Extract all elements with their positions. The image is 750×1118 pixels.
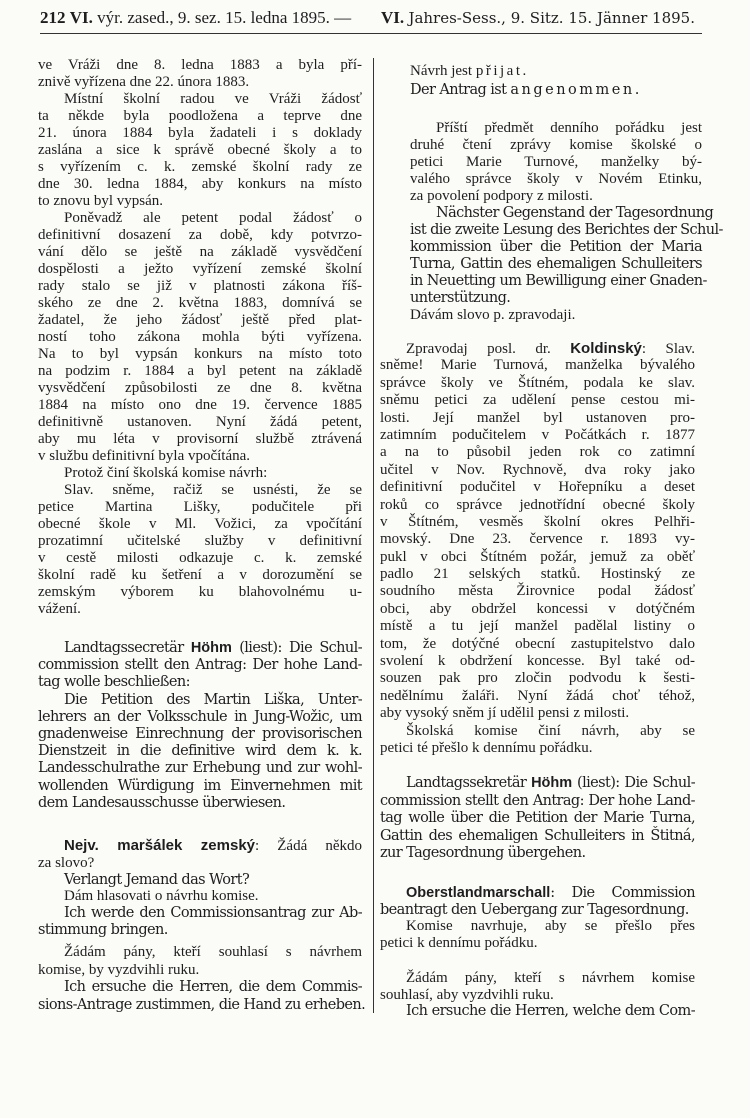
paragraph	[38, 979, 366, 1014]
text-line: žadatel, že jeho žádosť ještě před plat-	[38, 312, 362, 328]
text-line: v Štítném, vesměs školní okres Pelhři-	[380, 513, 695, 530]
text-line: ve Vráži dne 8. ledna 1883 a byla pří-	[38, 57, 362, 73]
text-line: v cestě milosti odkazuje c. k. zemské	[38, 550, 362, 566]
paragraph	[38, 838, 362, 872]
text-segment: Der Antrag ist	[410, 82, 511, 98]
text-line: dem Landesausschusse überwiesen.	[38, 794, 286, 811]
paragraph	[38, 640, 362, 692]
text-line: zemským výborem ku blahovolnému u-	[38, 584, 362, 600]
left-marshal-vote	[38, 838, 362, 939]
speaker-name: Koldinský	[570, 340, 642, 357]
text-line: definitivní dosazení za době, kdy potvrzo-	[38, 227, 362, 243]
text-line: Poněvadž ale petent podal žádosť o	[64, 210, 362, 226]
paragraph	[38, 210, 362, 465]
text-line: commission stellt den Antrag: Der hohe Land-	[380, 792, 695, 809]
text-line: druhé čtení zprávy komise školské o	[410, 137, 702, 153]
speaker-name: Oberstlandmarschall	[406, 885, 551, 901]
text-line: Místní školní radou ve Vráži žádosť	[64, 91, 362, 107]
text-line: tag wolle beschließen:	[38, 674, 190, 691]
paragraph	[380, 723, 695, 758]
text-line: kommission über die Petition der Maria	[410, 239, 702, 255]
right-vote-request	[380, 970, 695, 1020]
paragraph	[38, 482, 362, 618]
text-segment: (liest): Die Schul-	[231, 640, 362, 656]
text-line: vysvědčení způsobilosti ze dne 8. května	[38, 380, 362, 396]
spaced-emphasis: angenommen	[510, 82, 635, 98]
paragraph	[380, 340, 695, 723]
paragraph	[380, 1003, 695, 1020]
text-line: Dienstzeit in die definitive wird dem k. k.	[38, 743, 362, 760]
text-line: svolení k obdržení koncesse. Byl také od-	[380, 653, 695, 670]
text-line: aby mu léta v provisorní službě ztrávená	[38, 431, 362, 447]
running-header	[40, 8, 695, 32]
paragraph	[380, 970, 695, 1003]
text-line: komise, by vyzdvihli ruku.	[38, 961, 200, 978]
text-line: zatimním podučitelem v Počátkách r. 1877	[380, 426, 695, 443]
right-german-secretary	[380, 775, 695, 863]
text-segment: Landtagssecretär	[64, 640, 191, 656]
text-line: unterstützung.	[410, 290, 511, 306]
left-column-report	[38, 57, 362, 618]
text-line: Landesschulrathe zur Erhebung und zur wohl-	[38, 760, 362, 777]
text-line: prozatimní učitelské služby v definitivní	[38, 533, 362, 549]
text-line: to znovu byl vypsán.	[38, 193, 163, 209]
header-left-text: výr. zased., 9. sez. 15. ledna 1895.	[97, 8, 330, 27]
header-left	[40, 8, 351, 28]
text-line: sněme! Marie Turnová, manželka bývalého	[380, 357, 695, 374]
text-line: ist die zweite Lesung des Berichtes der Schul-	[410, 222, 723, 238]
header-right-session: VI.	[381, 8, 405, 27]
text-line	[380, 340, 695, 357]
text-segment: Návrh jest	[410, 63, 476, 79]
right-marshal-motion	[380, 885, 695, 951]
text-segment: : Slav.	[641, 341, 695, 357]
text-line	[410, 81, 702, 100]
paragraph	[38, 465, 362, 482]
text-line: na podzim r. 1884 a byl petent na základě	[38, 363, 362, 379]
text-line: Komise navrhuje, aby se přešlo přes	[406, 918, 695, 934]
text-line: sions-Antrage zustimmen, die Hand zu erheben.	[38, 996, 366, 1013]
text-line: Turna, Gattin des ehemaligen Schulleiters	[410, 256, 702, 272]
text-line: Ich ersuche die Herren, welche dem Com-	[406, 1003, 695, 1019]
text-line: správce školy ve Štítném, podala ke slav.	[380, 374, 695, 391]
text-line: tag wolle über die Petition der Marie Turna,	[380, 810, 695, 826]
text-line	[380, 775, 695, 793]
text-line: 1884 na místo ono dne 19. července 1885	[38, 397, 362, 413]
text-line: místě a tu její manžel padělal listiny o	[380, 618, 695, 635]
text-line: školní radě ku šetření a v dorozumění se	[38, 567, 362, 583]
paragraph	[38, 91, 362, 210]
text-line: za povolení podpory z milosti.	[410, 188, 593, 204]
text-line: zur Tagesordnung übergehen.	[380, 845, 586, 861]
text-segment: Zpravodaj posl. dr.	[406, 341, 571, 357]
text-line: dne 30. ledna 1884, aby konkurs na místo	[38, 176, 362, 192]
page-number: 212	[40, 8, 66, 27]
text-line: roků co správce jednotřídní obecné školy	[380, 496, 695, 513]
speaker-name: Höhm	[190, 640, 232, 656]
text-line: petici k dennímu pořádku.	[380, 934, 538, 951]
paragraph	[380, 775, 695, 863]
text-line: sněmu petici za udělení pense cestou mi-	[380, 392, 695, 409]
text-line: definitivní podučitel v Hořepníku a deset	[380, 479, 695, 496]
text-line: Na to byl vypsán konkurs na místo toto	[38, 346, 362, 362]
text-line	[38, 640, 362, 657]
text-line: lehrers an der Volksschule in Jung-Wožic, um	[38, 708, 362, 725]
text-line: movský. Dne 23. července r. 1893 vy-	[380, 531, 695, 548]
text-line: Školská komise činí návrh, aby se	[406, 722, 695, 739]
right-motion-adopted	[410, 62, 702, 100]
text-line: zaslána a sice k správě obecné školy a to	[38, 142, 362, 158]
text-line: Protož činí školská komise návrh:	[64, 465, 268, 481]
right-next-item	[410, 120, 723, 307]
text-line: Žádám pány, kteří s návrhem komise	[406, 970, 695, 986]
text-line: Ich ersuche die Herren, die dem Commis-	[64, 979, 362, 995]
text-line: znivě vyřízena dne 22. února 1883.	[38, 74, 250, 90]
text-line: a na to působil jeden rok co zatimní	[380, 444, 695, 461]
text-segment: .	[522, 63, 527, 79]
text-line: dospělosti a ježto vyřízení zemské školní	[38, 261, 362, 277]
text-line: petici té přešlo k dennímu pořádku.	[380, 739, 593, 756]
header-right-text: Jahres-Sess., 9. Sitz. 15. Jänner 1895.	[408, 9, 695, 27]
paragraph	[38, 944, 362, 979]
header-right	[381, 8, 695, 28]
text-segment: Landtagssekretär	[406, 775, 532, 791]
paragraph	[410, 120, 702, 205]
text-line: Slav. sněme, račiž se usnésti, že se	[64, 482, 362, 498]
paragraph	[410, 62, 702, 81]
header-rule	[40, 33, 702, 34]
paragraph	[410, 307, 702, 324]
text-line: obecné škole v Ml. Vožici, za vpočítání	[38, 516, 362, 532]
text-line: rady stalo se již v platnosti zákona říš-	[38, 278, 362, 294]
text-line: pukl v obci Štítném požár, jemuž za oběť	[380, 548, 695, 565]
paragraph	[38, 57, 362, 91]
text-line: Die Petition des Martin Liška, Unter-	[64, 691, 362, 708]
text-line: obci, aby obdržel koncessi v dotýčném	[380, 600, 695, 617]
text-line: Verlangt Jemand das Wort?	[64, 871, 250, 888]
text-line: ského ze dne 2. května 1883, domnívá se	[38, 295, 362, 311]
text-line: petici Marie Turnové, manželky bý-	[410, 154, 702, 170]
text-line: losti. Její manžel byl ustanoven pro-	[380, 409, 695, 426]
text-line: beantragt den Uebergang zur Tagesordnung.	[380, 901, 689, 918]
text-line: vání dělo se ještě na základě vysvědčení	[38, 244, 362, 260]
text-line: in Neuetting um Bewilligung einer Gnaden-	[410, 273, 707, 289]
text-line: s vyřízením c. k. zemské školní rady ze	[38, 159, 362, 175]
text-line: Gattin des ehemaligen Schulleiters in Štitná,	[380, 827, 695, 844]
text-line: souhlasí, aby vyzdvihli ruku.	[380, 986, 554, 1003]
text-line	[38, 838, 362, 855]
text-line: commission stellt den Antrag: Der hohe Land-	[38, 657, 362, 674]
text-line: ností toho zákona mohla býti vyřízena.	[38, 329, 362, 345]
text-line	[410, 62, 702, 81]
spaced-emphasis: přijat	[475, 63, 523, 79]
speaker-name: Höhm	[531, 775, 573, 791]
text-line: wollenden Würdigung im Einvernehmen mit	[38, 777, 362, 794]
text-line: Dávám slovo p. zpravodaji.	[410, 307, 576, 323]
text-line: aby vysoký sněm jí udělil pensi z milosti.	[380, 705, 630, 722]
text-line: za slovo?	[38, 854, 95, 871]
text-line: Ich werde den Commissionsantrag zur Ab-	[64, 905, 362, 922]
text-line: tom, že dotýčné obecní zastupitelstvo dalo	[380, 635, 695, 652]
paragraph	[38, 888, 362, 905]
text-line: petice Martina Lišky, podučitele při	[38, 499, 362, 515]
text-line: valého správce školy v Novém Etinku,	[410, 171, 702, 187]
header-dash: —	[334, 8, 352, 27]
right-rapporteur-report	[380, 340, 695, 757]
paragraph	[380, 885, 695, 918]
text-line: nedělnímu žaláři. Nyní žádá choť téhož,	[380, 687, 695, 704]
paragraph	[38, 872, 362, 889]
text-line: stimmung bringen.	[38, 921, 168, 938]
text-line: 21. února 1884 byla žadateli i s doklady	[38, 125, 362, 141]
header-left-session: VI.	[69, 8, 93, 27]
text-line: definitivně ustanoven. Nyní žádá petent,	[38, 414, 362, 430]
left-german-secretary	[38, 640, 362, 812]
text-segment: : Žádá někdo	[255, 838, 362, 854]
text-line: padlo 21 selských statků. Hostinský ze	[380, 566, 695, 583]
paragraph	[410, 81, 702, 100]
right-floor-to-rapporteur	[410, 307, 702, 324]
paragraph	[380, 918, 695, 951]
column-divider	[373, 58, 374, 1013]
text-line: Dám hlasovati o návrhu komise.	[64, 888, 259, 905]
paragraph	[410, 205, 723, 307]
text-segment: (liest): Die Schul-	[572, 775, 695, 791]
left-vote-request	[38, 944, 366, 1014]
paragraph	[38, 905, 362, 939]
text-line: vážení.	[38, 601, 81, 617]
text-line	[380, 885, 695, 902]
text-line: učitel v Nov. Rychnově, dva roky jako	[380, 461, 695, 478]
text-segment: .	[634, 82, 639, 98]
paragraph	[38, 692, 362, 812]
text-line: v službu definitivní byla vpočítána.	[38, 448, 251, 464]
text-line: soudního města Žirovnice podal žádosť	[380, 583, 695, 600]
text-line: Příští předmět denního pořádku jest	[436, 120, 702, 136]
text-line: gnadenweise Einrechnung der provisorischen	[38, 725, 362, 742]
text-line: Nächster Gegenstand der Tagesordnung	[436, 205, 714, 221]
text-segment: : Die Commission	[550, 885, 695, 901]
text-line: Žádám pány, kteří souhlasí s návrhem	[64, 944, 362, 960]
speaker-name: Nejv. maršálek zemský	[64, 837, 256, 854]
text-line: ta někde byla poodložena a teprve dne	[38, 108, 362, 124]
text-line: souzen pak pro zločin podvodu k šesti-	[380, 670, 695, 687]
